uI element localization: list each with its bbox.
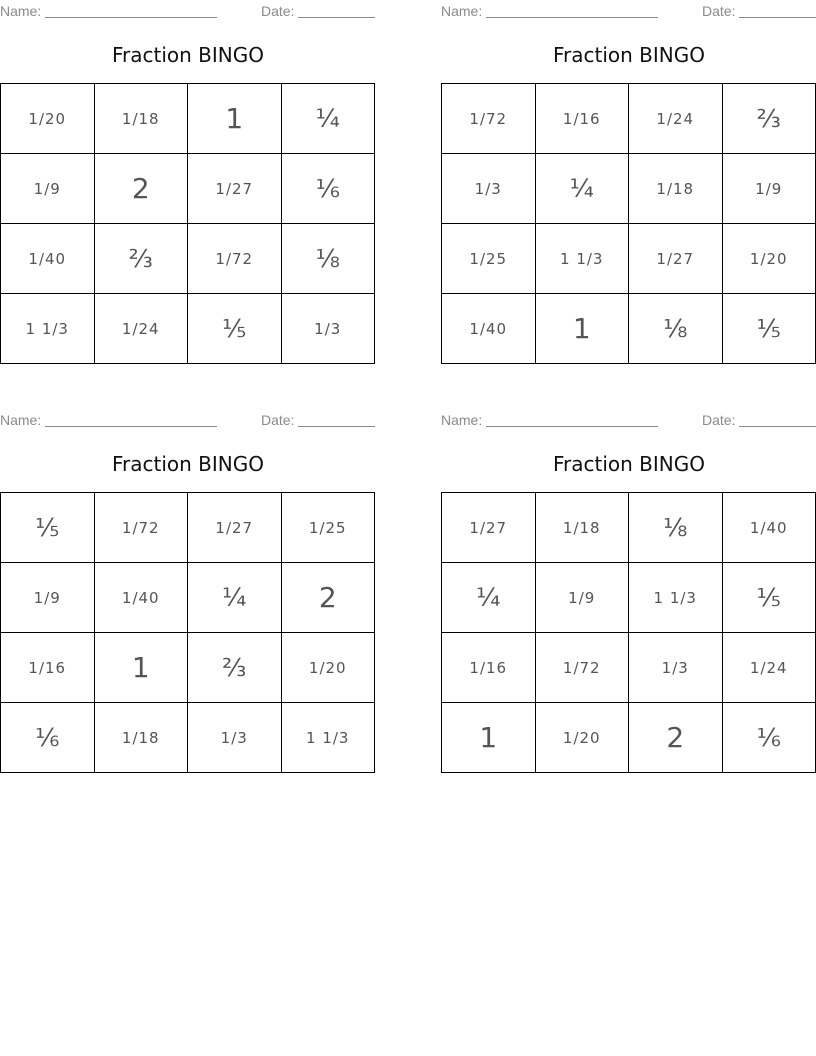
date-field[interactable] <box>298 17 375 18</box>
name-field[interactable] <box>45 426 217 427</box>
bingo-cell[interactable]: 1/9 <box>535 563 629 633</box>
date-label: Date: <box>261 3 295 19</box>
name-field[interactable] <box>45 17 217 18</box>
date-label: Date: <box>261 412 295 428</box>
bingo-cell[interactable]: 1/27 <box>188 493 282 563</box>
card-header <box>441 0 816 22</box>
bingo-cell[interactable]: 1/18 <box>94 84 188 154</box>
bingo-cell[interactable]: ⅕ <box>188 294 282 364</box>
card-title: Fraction BINGO <box>552 452 705 476</box>
bingo-card <box>441 0 816 345</box>
bingo-cell[interactable]: ⅙ <box>281 154 375 224</box>
card-title: Fraction BINGO <box>111 43 264 67</box>
bingo-grid <box>0 83 375 364</box>
bingo-cell[interactable]: 2 <box>281 563 375 633</box>
bingo-cell[interactable]: 1/27 <box>629 224 723 294</box>
bingo-cell[interactable]: 1/18 <box>94 703 188 773</box>
name-label: Name: <box>0 412 42 428</box>
grid-row <box>442 224 816 294</box>
bingo-cell[interactable]: 1/18 <box>535 493 629 563</box>
bingo-cell[interactable]: ⅕ <box>722 563 816 633</box>
bingo-cell[interactable]: ⅔ <box>188 633 282 703</box>
bingo-cell[interactable]: 1/9 <box>1 154 95 224</box>
bingo-cell[interactable]: 1/25 <box>442 224 536 294</box>
bingo-cell[interactable]: 1/16 <box>1 633 95 703</box>
bingo-grid <box>0 492 375 773</box>
bingo-cell[interactable]: ⅕ <box>722 294 816 364</box>
bingo-cell[interactable]: ⅛ <box>629 294 723 364</box>
grid-row <box>1 294 375 364</box>
grid-row <box>442 633 816 703</box>
name-field[interactable] <box>486 17 658 18</box>
grid-row <box>1 493 375 563</box>
bingo-cell[interactable]: 1 1/3 <box>629 563 723 633</box>
bingo-cell[interactable]: ⅛ <box>629 493 723 563</box>
bingo-cell[interactable]: 1/40 <box>94 563 188 633</box>
card-title: Fraction BINGO <box>111 452 264 476</box>
card-header <box>441 409 816 431</box>
bingo-cell[interactable]: 1/20 <box>722 224 816 294</box>
bingo-cell[interactable]: 1 1/3 <box>535 224 629 294</box>
card-title: Fraction BINGO <box>552 43 705 67</box>
grid-row <box>442 294 816 364</box>
card-header <box>0 409 376 431</box>
date-field[interactable] <box>298 426 375 427</box>
bingo-cell[interactable]: ¼ <box>281 84 375 154</box>
bingo-cell[interactable]: 1/20 <box>535 703 629 773</box>
bingo-cell[interactable]: ⅛ <box>281 224 375 294</box>
bingo-cell[interactable]: 1 1/3 <box>1 294 95 364</box>
bingo-cell[interactable]: 1/40 <box>442 294 536 364</box>
bingo-card <box>441 409 816 754</box>
bingo-cell[interactable]: 1/3 <box>442 154 536 224</box>
name-label: Name: <box>0 3 42 19</box>
bingo-grid <box>441 492 816 773</box>
grid-row <box>1 84 375 154</box>
bingo-cell[interactable]: 1/72 <box>188 224 282 294</box>
bingo-cell[interactable]: 1/16 <box>535 84 629 154</box>
bingo-cell[interactable]: 1/24 <box>629 84 723 154</box>
bingo-cell[interactable]: 2 <box>94 154 188 224</box>
bingo-cell[interactable]: 1/20 <box>281 633 375 703</box>
date-field[interactable] <box>739 426 816 427</box>
date-field[interactable] <box>739 17 816 18</box>
bingo-grid <box>441 83 816 364</box>
grid-row <box>1 154 375 224</box>
name-label: Name: <box>441 412 483 428</box>
bingo-cell[interactable]: ¼ <box>535 154 629 224</box>
bingo-cell[interactable]: ⅙ <box>722 703 816 773</box>
bingo-cell[interactable]: 1/72 <box>535 633 629 703</box>
bingo-cell[interactable]: 1/25 <box>281 493 375 563</box>
bingo-cell[interactable]: 1/27 <box>442 493 536 563</box>
bingo-cell[interactable]: ⅔ <box>94 224 188 294</box>
bingo-cell[interactable]: 1 <box>188 84 282 154</box>
bingo-cell[interactable]: ⅙ <box>1 703 95 773</box>
bingo-cell[interactable]: ¼ <box>188 563 282 633</box>
bingo-cell[interactable]: 1/3 <box>629 633 723 703</box>
bingo-cell[interactable]: 1/16 <box>442 633 536 703</box>
grid-row <box>442 493 816 563</box>
bingo-cell[interactable]: 1/40 <box>1 224 95 294</box>
bingo-card <box>0 409 376 752</box>
grid-row <box>442 154 816 224</box>
bingo-cell[interactable]: 1 <box>442 703 536 773</box>
grid-row <box>442 563 816 633</box>
bingo-card <box>0 0 376 343</box>
bingo-cell[interactable]: 1/72 <box>94 493 188 563</box>
grid-row <box>1 703 375 773</box>
bingo-cell[interactable]: 1 1/3 <box>281 703 375 773</box>
grid-row <box>1 563 375 633</box>
bingo-cell[interactable]: 1/20 <box>1 84 95 154</box>
bingo-cell[interactable]: 1/3 <box>281 294 375 364</box>
bingo-cell[interactable]: 1 <box>535 294 629 364</box>
bingo-cell[interactable]: ⅕ <box>1 493 95 563</box>
bingo-cell[interactable]: ¼ <box>442 563 536 633</box>
date-label: Date: <box>702 3 736 19</box>
date-label: Date: <box>702 412 736 428</box>
bingo-cell[interactable]: 1/24 <box>94 294 188 364</box>
bingo-cell[interactable]: ⅔ <box>722 84 816 154</box>
bingo-cell[interactable]: 1/9 <box>1 563 95 633</box>
name-label: Name: <box>441 3 483 19</box>
grid-row <box>442 703 816 773</box>
card-header <box>0 0 376 22</box>
bingo-cell[interactable]: 1/40 <box>722 493 816 563</box>
bingo-cell[interactable]: 1/9 <box>722 154 816 224</box>
bingo-cell[interactable]: 2 <box>629 703 723 773</box>
bingo-cell[interactable]: 1 <box>94 633 188 703</box>
bingo-cell[interactable]: 1/18 <box>629 154 723 224</box>
grid-row <box>1 633 375 703</box>
bingo-cell[interactable]: 1/24 <box>722 633 816 703</box>
name-field[interactable] <box>486 426 658 427</box>
bingo-cell[interactable]: 1/27 <box>188 154 282 224</box>
grid-row <box>1 224 375 294</box>
bingo-cell[interactable]: 1/3 <box>188 703 282 773</box>
grid-row <box>442 84 816 154</box>
bingo-cell[interactable]: 1/72 <box>442 84 536 154</box>
